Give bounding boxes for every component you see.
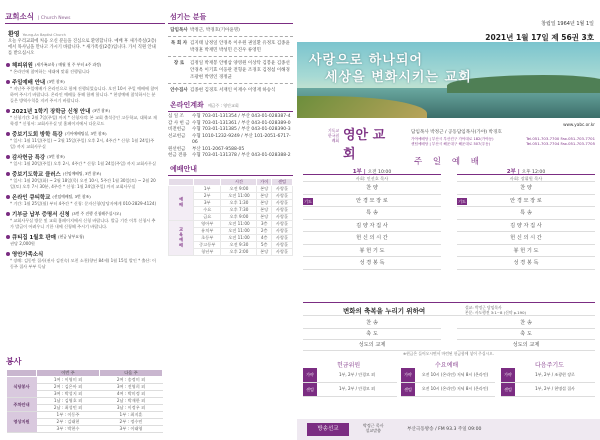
account-type: 원선헌금 (168, 146, 186, 152)
news-item-sub: (3번 주 진행 신청해주십시오) (71, 210, 122, 216)
news-item-heading: 큐티집 1월호 판매 (12, 234, 56, 241)
news-item (6, 153, 159, 167)
site-tag: 가야 (303, 368, 317, 382)
worship-order-row (303, 195, 441, 208)
worship-order: 헌 신 의 시 간 (510, 235, 542, 241)
elder-row (168, 86, 293, 94)
elder-names: 박정근, 박경호(기아윤명) (190, 28, 240, 33)
broadcast-bar (297, 419, 600, 440)
offering-note: ※현금은 들어오시면서 마련된 헌금함에 넣어 주십시오. (402, 351, 495, 356)
offering-committee-table (303, 368, 397, 397)
worship-order: 헌 신 의 시 간 (356, 235, 388, 241)
broadcast-button[interactable]: 방송선교 (307, 423, 349, 436)
worship-head: 2부 | 오후 12:00 (457, 167, 595, 175)
slogan-line-1: 사랑으로 하나되어 (309, 53, 423, 68)
worship-order: 찬 양 (366, 185, 378, 191)
offering-value: 1부, 2부 / 안경모 외 (317, 368, 397, 382)
table-row (169, 185, 293, 192)
cover-column (297, 0, 600, 440)
divider (168, 56, 293, 57)
divider (168, 83, 293, 84)
edu-cell: 본당 (257, 199, 272, 206)
sermon-block (303, 302, 595, 316)
sermon-preacher: 설교: 박정근 담임목사 (465, 305, 502, 310)
sermon-title: 변화의 축복을 누리기 위하여 (343, 307, 426, 315)
edu-cell: 3부 (194, 199, 221, 206)
worship-order: 성 경 봉 독 (513, 260, 539, 266)
table-row (169, 220, 293, 227)
closing-row: 축 도 (303, 329, 441, 340)
account-number: 수협 703-01-131354 / 부산 043-01-028387-4 (192, 114, 291, 119)
news-item-desc: * 일시: 1월 20일(주일) 오후 2시, 4주간 * 신청: 1월 24일(주일) 까지 교회사무실 (10, 160, 156, 166)
edu-cell: 본당 (257, 213, 272, 220)
service-this: 2여 : 김은아 외 (37, 384, 100, 391)
worship-part: 1부 (352, 169, 362, 175)
worship-order-row (303, 245, 441, 258)
sermon-scripture: 본문: 사도행전 3:1~8 (신약 p.190) (465, 310, 526, 315)
closing-left (303, 318, 441, 351)
account-number: 수협 703-01-131378 / 부산 043-01-028388-2 (192, 153, 291, 158)
edu-cell: 5층 (257, 241, 272, 248)
bullet-icon (6, 172, 10, 176)
news-item-sub: (선임예배팀, 3번 참조) (52, 193, 91, 199)
news-item-title (6, 61, 159, 69)
worship-order-row (457, 195, 595, 208)
account-number: 수협 703-01-131361 / 부산 043-01-028389-0 (192, 120, 291, 126)
news-item-heading: 중보기도학교 클러스 (12, 171, 61, 178)
prayer-tag: 기도 (458, 198, 466, 204)
service-next: 3남 : 이정우 외 (100, 405, 163, 412)
elder-row (168, 39, 293, 54)
service-role: 영상지원 (7, 412, 37, 433)
news-item (6, 130, 159, 150)
news-item-desc: * 일시: 1월 11일(주일) ~ 2월 15일(주일) 오후 2시, 4주간 * 신청: 1월 24일(주일) 까지 교회사무실 (10, 137, 155, 149)
news-item-desc: * 지난주 주일예배가 온라인으로 함께 진행되었습니다. 오전 10시 주일 예배에 참여하여 주시기 바랍니다. 온라인 예배를 통해 함께 합니다. * 현장예배 참석하시는 분들은 방역수칙을 지켜 주시기 바랍니다. (10, 85, 159, 103)
account-number: 수협 1010-1232-9249 / 부산 101-2051-6717-06 (192, 133, 291, 145)
service-role: 주차안내 (7, 398, 37, 412)
edu-cell: 3층 (257, 220, 272, 227)
news-item-sub: (선임예배팀, 3번 참조) (62, 170, 102, 176)
edu-cell: 유치부 (194, 227, 221, 234)
edu-cell: 오후 2:00 (221, 248, 257, 255)
worship-order-row (303, 257, 441, 270)
service-next: 3부 : 이태영 (100, 426, 163, 433)
edu-cell: 사랑홀 (271, 206, 292, 213)
account-row (168, 134, 293, 147)
service-next: 2부 : 정수민 (100, 419, 163, 426)
news-item-title (6, 210, 159, 218)
worship-order: 안 경 모 장 로 (356, 197, 388, 204)
site-tag: 센텀 (303, 382, 317, 396)
elder-names: 김종현 김경호 서재인 이재수 이영재 하승식 (190, 88, 276, 93)
closing-row: 성도의 교제 (457, 340, 595, 351)
welcome-block (8, 29, 159, 58)
wednesday-service-table (401, 368, 495, 397)
edu-cell: 오전 9:30 (221, 241, 257, 248)
table-row (7, 377, 163, 384)
edu-cell: 사랑홀 (271, 248, 292, 255)
account-type: 헌금 전용 (168, 153, 187, 158)
slogan-line-2: 세상을 변화시키는 교회 (325, 70, 472, 85)
edu-header-0 (169, 178, 194, 185)
news-item-sub: (3번 참조) (92, 107, 110, 113)
news-item-title (6, 130, 159, 138)
news-item (6, 61, 159, 75)
table-row (401, 382, 495, 396)
elder-row (168, 59, 293, 81)
account-number: 부산 101-2067-9588-05 (192, 146, 245, 152)
service-this: 1남 : 김영호 외 (37, 398, 100, 405)
edu-table (168, 178, 293, 256)
news-item-sub: (기아에배팀실, 3번 참조) (64, 130, 107, 136)
news-item-title (6, 107, 159, 115)
news-item-desc: * 신청기간: 2월 7일(주일) 까지 * 신청자격: 본 교회 출석중인 고등학교, 대학교 재학생 * 신청서: 교회사무실 및 홈페이지에서 다운로드 (10, 114, 157, 126)
news-item-title (6, 193, 159, 201)
news-item-title (6, 233, 159, 241)
founding-date: 창립일 1964년 1월 1일 (541, 21, 594, 27)
news-item-desc: * 온라인에 참여하는 세대에 맞춰 진행됩니다 (10, 68, 90, 74)
service-role: 식당봉사 (7, 377, 37, 398)
worship-order-row (457, 245, 595, 258)
edu-cell: 오후 1:30 (221, 199, 257, 206)
phone (526, 137, 595, 147)
site-tag: 가야 (401, 368, 415, 382)
edu-group: 예배 (169, 185, 194, 220)
worship-order-row (303, 207, 441, 220)
phone-centum: Tel.051-703-7704 Fax.051-703-7705 (526, 140, 595, 146)
account-type: 십 일 조 (168, 114, 184, 119)
edu-cell: 오전 11:00 (221, 192, 257, 199)
welcome-text: 오늘 우리교회에 처음 오신 분들을 진심으로 환영합니다. 예배 후 새가족실(2층)에서 목사님을 만나고 가시기 바랍니다. * 새가족실(2층)입니다. 가서 직원 안내를 받으십시오 (8, 39, 157, 57)
address-centum: 센텀예배당 | 부산시 해운대구 해운대로 507(우동) (411, 141, 491, 146)
news-item-heading: 영안가족소식 (12, 251, 44, 258)
worship-order: 찬 양 (520, 185, 532, 191)
welcome-title: 환영 Young-An Baptist Church (8, 31, 66, 38)
worship-order-row (457, 257, 595, 270)
worship-order: 김 양 자 집 사 (356, 222, 388, 229)
offering-value: 1부, 2부 / 조광현 장로 (515, 368, 595, 382)
offering-value: 1부, 2부 / 현명섭 집사 (515, 382, 595, 396)
worship-order: 안 경 모 장 로 (510, 197, 542, 204)
news-column (0, 0, 165, 440)
bullet-icon (6, 63, 10, 67)
worship-first-service (303, 167, 441, 270)
edu-cell: 오전 9:00 (221, 185, 257, 192)
service-this: 2부 : 김태현 (37, 419, 100, 426)
news-item-desc: * 일시: 1월 20일(화) ~ 2월 18일(목) 오전 10시, 5주간 1월 30일(토) ~ 2월 20일(토) 오후 7시 30분, 4주간 * 신청: 1월 24일(주일) 까지 교회사무실 (10, 177, 156, 189)
news-item-desc: * 장례: 김동만 집사(권사 김진숙) 모친 소천(향년 84세) 1월 15일 발인 * 출산: 이동주 집사 부부 득남 (10, 257, 156, 269)
worship-order: 특 송 (520, 210, 532, 216)
table-row (303, 382, 397, 396)
service-header-blank (7, 370, 37, 377)
address (411, 137, 494, 147)
service-next: 2여 : 송정미 외 (100, 377, 163, 384)
offering-value: 오전 10시 (온라인) 저녁 8시 (온라인) (415, 368, 495, 382)
service-title: 봉사 (6, 357, 22, 366)
worship-second-service (457, 167, 595, 270)
cover-banner (297, 42, 600, 118)
table-row (7, 398, 163, 405)
address-gaya: 가야예배당 | 부산시 부산진구 가야대로 182(가야동) (411, 137, 494, 141)
info-column (168, 0, 293, 440)
logo-denomination: 기독교 한국침례회 (327, 128, 339, 143)
table-row (501, 382, 595, 396)
edu-cell: 초등부 (194, 234, 221, 241)
issue-date: 2021년 1월 17일 제 56권 3호 (485, 33, 594, 42)
edu-cell: 중고등부 (194, 241, 221, 248)
service-this: 3부 : 박현수 (37, 426, 100, 433)
news-item-title (6, 250, 159, 258)
edu-cell: 2층 (257, 227, 272, 234)
divider (168, 36, 293, 37)
news-item-desc: * 기간: 1월 25일(월) 부터 4주간 * 신청: 문자신청(담당자에게 010-2829-4124) (10, 200, 157, 206)
elder-names: 김정일 박재봉 안병삼 양영원 이상탁 김봉윤 김종선 안경옥 이기효 이웅관 전형윤 조경호 김정섭 이해경 조광현 박영인 경정균 (190, 61, 290, 80)
news-item-heading: 온라인 큐티학교 (12, 194, 51, 201)
edu-cell: 본당 (257, 206, 272, 213)
worship-moderator: 사회: 장휘원 목사 (457, 175, 595, 182)
online-list (168, 114, 293, 160)
news-item (6, 233, 159, 247)
news-item-heading: 중보기도회 방학 특강 (12, 131, 63, 138)
edu-header-2: 시간 (221, 178, 257, 185)
service-next: 4여 : 박미정 외 (100, 391, 163, 398)
worship-order-row (457, 232, 595, 245)
bullet-icon (6, 252, 10, 256)
account-number: 수협 703-01-131385 / 부산 043-01-028390-3 (192, 127, 291, 132)
edu-cell: 영아부 (194, 220, 221, 227)
worship-order-row (303, 182, 441, 195)
edu-cell: 본당 (257, 192, 272, 199)
edu-cell: 수요 (194, 206, 221, 213)
news-title: 교회소식 (5, 12, 34, 21)
edu-cell: 본당 (257, 185, 272, 192)
edu-cell: 오후 9:00 (221, 213, 257, 220)
account-type: 감 사 헌 금 (168, 120, 190, 126)
elder-role: 안수집사 (170, 88, 188, 93)
news-item-sub: (3번 참조) (47, 78, 65, 84)
church-logo (325, 122, 395, 162)
broadcast-station: 부산극동방송 / FM 93.3 주일 09:00 (407, 427, 482, 432)
elder-role: 장 로 (173, 61, 185, 66)
online-header: 온라인계좌 예금주 : 영안교회 (168, 100, 293, 112)
elders-header: 섬기는 분들 (168, 12, 293, 24)
worship-part: 2부 (506, 169, 516, 175)
news-subtitle: | Church News (37, 16, 71, 21)
edu-cell: 사랑홀 (271, 227, 292, 234)
service-header-this: 이번 주 (37, 370, 100, 377)
prayer-tag: 기도 (304, 198, 312, 204)
news-item-heading: 주일예배 안내 (12, 79, 46, 86)
edu-cell: 오전 11:00 (221, 227, 257, 234)
site-tag: 가야 (501, 368, 515, 382)
bullet-icon (6, 235, 10, 239)
worship-title: 주 일 예 배 (414, 157, 483, 167)
broadcast-preacher-label: 설교말씀 (365, 428, 382, 433)
news-item-heading: 기부금 납부 증명서 신청 (12, 211, 70, 218)
edu-header-4: 센텀 (271, 178, 292, 185)
church-url[interactable]: www.yabc.or.kr (563, 122, 595, 127)
worship-order: 특 송 (366, 210, 378, 216)
site-tag: 센텀 (501, 382, 515, 396)
broadcast-preacher (363, 423, 384, 433)
service-header-next: 다음 주 (100, 370, 163, 377)
site-tag: 센텀 (401, 382, 415, 396)
news-item-desc: 권당 2,000원 (10, 240, 35, 246)
offering-value: 오전 10시 (온라인) 저녁 8시 (온라인) (415, 382, 495, 396)
worship-moderator: 사회: 인선호 목사 (303, 175, 441, 182)
worship-order: 봉 헌 기 도 (359, 247, 385, 254)
table-row (303, 368, 397, 382)
elder-role: 담임목사 (170, 28, 188, 33)
news-item-title (6, 153, 159, 161)
service-this: 1부 : 이동주 (37, 412, 100, 419)
broadcast-preacher-name: 박정근 목사 (363, 423, 384, 428)
edu-header: 예배안내 (168, 164, 293, 176)
account-row (168, 153, 293, 160)
news-item (6, 170, 159, 190)
edu-cell: 오후 7:30 (221, 206, 257, 213)
service-this: 3여 : 박성지 외 (37, 391, 100, 398)
sermon-meta (465, 305, 526, 315)
edu-cell: 오전 11:00 (221, 220, 257, 227)
edu-cell: 1부 (194, 185, 221, 192)
news-item (6, 78, 159, 104)
account-type: 선교헌금 (168, 133, 186, 139)
elders-list (168, 26, 293, 94)
edu-group: 교육예배 (169, 220, 194, 255)
closing-row: 찬 송 (457, 318, 595, 329)
news-item (6, 107, 159, 127)
news-item-title (6, 170, 159, 178)
edu-cell: 사랑홀 (271, 213, 292, 220)
edu-cell: 사랑홀 (271, 241, 292, 248)
edu-header-1 (194, 178, 221, 185)
offering-value: 1부, 2부 / 안경모 외 (317, 382, 397, 396)
news-item-heading: 감사헌금 특강 (12, 154, 46, 161)
news-item-title (6, 78, 159, 86)
table-row (501, 368, 595, 382)
edu-cell: 오전 11:00 (221, 234, 257, 241)
service-next: 3여 : 전영희 외 (100, 384, 163, 391)
news-item-heading: 2021년 1학기 장학금 신청 안내 (12, 108, 91, 115)
edu-header-3: 가이 (257, 178, 272, 185)
account-type: 비전헌금 (168, 127, 186, 132)
service-next: 2남 : 박재한 외 (100, 398, 163, 405)
closing-right (457, 318, 595, 351)
worship-time: 오전 10:00 (367, 170, 392, 175)
news-list (6, 61, 159, 270)
worship-order-row (457, 220, 595, 233)
closing-row: 성도의 교제 (303, 340, 441, 351)
elder-role: 목 회 자 (170, 41, 188, 46)
edu-cell: 2부 (194, 192, 221, 199)
worship-order-row (457, 207, 595, 220)
wednesday-service-title: 수요예배 (435, 362, 459, 369)
service-this: 2남 : 최성민 외 (37, 405, 100, 412)
worship-order-row (303, 220, 441, 233)
edu-cell: 사랑홀 (271, 199, 292, 206)
news-header (5, 12, 165, 24)
news-item (6, 210, 159, 230)
elder-names: 김지태 남정일 안경옥 이우원 권일환 유정호 김종윤 박경훈 박재민 박성민 은진우 류영민 (190, 41, 290, 53)
worship-order: 성 경 봉 독 (359, 260, 385, 266)
news-item (6, 193, 159, 207)
news-item-heading: 헤피위원 (12, 62, 33, 69)
edu-cell: 청년부 (194, 248, 221, 255)
edu-cell: 사랑홀 (271, 185, 292, 192)
elder-row (168, 26, 293, 34)
news-item-sub: (현금 납부요청) (57, 233, 85, 239)
edu-cell: 사랑홀 (271, 234, 292, 241)
edu-cell: 금요 (194, 213, 221, 220)
pastor-line: 담임목사 박정근 / 공동담임목사(가야) 박경호 (411, 130, 502, 135)
bullet-icon (6, 212, 10, 216)
news-item-desc: * 교회사무실 방문 및 교회 홈페이지에서 신청 바랍니다. 발급 기간 이후 신청시 추가 발급이 어려우니 기한 내에 신청해 주시기 바랍니다. (10, 217, 156, 229)
worship-order: 봉 헌 기 도 (513, 247, 539, 254)
bullet-icon (6, 155, 10, 159)
service-table (6, 369, 163, 433)
next-prayer-table (501, 368, 595, 397)
closing-row: 찬 송 (303, 318, 441, 329)
worship-order-row (457, 182, 595, 195)
slogan (309, 52, 472, 86)
worship-order-row (303, 232, 441, 245)
closing-row: 축 도 (457, 329, 595, 340)
edu-cell: 사랑홀 (271, 220, 292, 227)
news-item-sub: (새가족교육 / 매월 첫 주 부터 4주 과정) (34, 61, 102, 67)
table-row (7, 412, 163, 419)
phone-gaya: Tel.051-703-7700 Fax.051-703-7701 (526, 136, 595, 141)
logo-name: 영안 교회 (343, 128, 386, 162)
service-next: 1부 : 최지훈 (100, 412, 163, 419)
edu-cell: 4층 (257, 234, 272, 241)
next-prayer-title: 다음주기도 (535, 362, 564, 369)
worship-time: 오후 12:00 (521, 170, 546, 175)
worship-head: 1부 | 오전 10:00 (303, 167, 441, 175)
bullet-icon (6, 132, 10, 136)
service-this: 1여 : 이영미 외 (37, 377, 100, 384)
worship-order: 김 양 자 집 사 (510, 222, 542, 229)
news-item (6, 250, 159, 270)
bullet-icon (6, 195, 10, 199)
edu-cell: 본당 (257, 248, 272, 255)
bullet-icon (6, 109, 10, 113)
table-row (401, 368, 495, 382)
news-item-sub: (3번 참조) (47, 153, 65, 159)
bullet-icon (6, 80, 10, 84)
edu-cell: 사랑홀 (271, 192, 292, 199)
offering-committee-title: 헌금위원 (337, 362, 361, 369)
